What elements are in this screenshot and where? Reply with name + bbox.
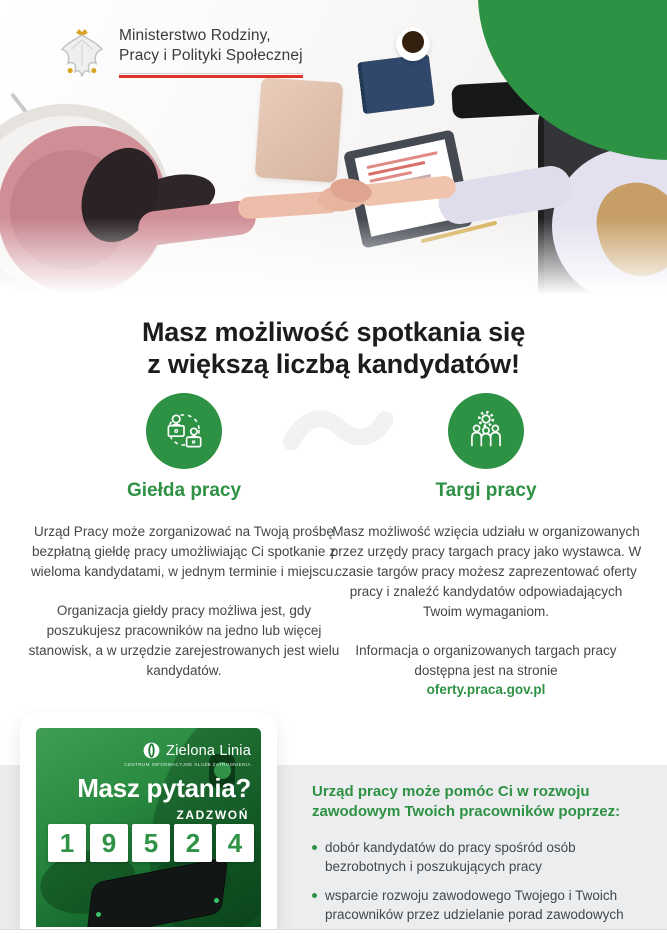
two-people-laptops-network-icon — [159, 406, 209, 456]
gielda-pracy-icon-circle — [146, 393, 222, 469]
targi-pracy-title: Targi pracy — [435, 480, 537, 501]
zielona-linia-brand — [124, 741, 251, 767]
coffee — [402, 31, 424, 53]
gielda-pracy-paragraph-2: Organizacja giełdy pracy możliwa jest, gdy poszukujesz pracowników na jedno lub więcej stanowisk, a w urzędzie zarejestrowanych jest wielu kandydatów. — [28, 602, 340, 678]
bullet-text: dobór kandydatów do pracy spośród osób bezrobotnych i poszukujących pracy — [325, 839, 576, 874]
phone-led — [96, 912, 101, 917]
bullet-text: wsparcie rozwoju zawodowego Twojego i Twoich pracowników przez udzielanie porad zawodowych — [325, 887, 624, 922]
ministry-logo — [58, 26, 303, 80]
ministry-name-line2: Pracy i Polityki Społecznej — [119, 46, 303, 64]
oferty-praca-gov-pl-link[interactable]: oferty.praca.gov.pl — [426, 681, 546, 697]
bullet-dot-icon — [312, 893, 317, 898]
list-item — [312, 886, 646, 924]
targi-pracy-icon-circle — [448, 393, 524, 469]
photo-fade — [0, 218, 667, 305]
footer-heading: Urząd pracy może pomóc Ci w rozwoju zawodowym Twoich pracowników poprzez: — [312, 783, 621, 821]
phone-digit: 9 — [90, 824, 128, 862]
notebook — [357, 54, 435, 114]
double-crescent-ring-icon — [142, 741, 161, 760]
phone-digit: 5 — [132, 824, 170, 862]
zielona-linia-name: Zielona Linia — [166, 742, 251, 759]
ministry-name-line1: Ministerstwo Rodziny, — [119, 27, 271, 44]
footer-bullet-list — [312, 838, 646, 925]
zielona-linia-tagline: CENTRUM INFORMACYJNE SŁUŻB ZATRUDNIENIA — [124, 762, 251, 767]
section-gielda-pracy — [28, 393, 340, 681]
targi-pracy-paragraph-1: Masz możliwość wzięcia udziału w organizowanych przez urzędy pracy targach pracy jako wystawca. W czasie targów pracy możesz zaprezentować oferty pracy i znaleźć kandydatów odpowiadających Twoim wymaganiom. — [330, 524, 642, 619]
zielona-linia-card — [20, 712, 277, 929]
logo-divider-gray — [119, 73, 303, 74]
section-targi-pracy — [330, 393, 642, 697]
phone-led — [214, 898, 219, 903]
bullet-dot-icon — [312, 845, 317, 850]
targi-pracy-paragraph-2: Informacja o organizowanych targach pracy dostępna jest na stronie — [355, 642, 617, 678]
laptop — [255, 77, 344, 182]
hotline-phone-number — [48, 824, 254, 862]
page-title-line1: Masz możliwość spotkania się — [141, 317, 526, 347]
people-group-gear-icon — [461, 406, 511, 456]
footer-info — [312, 782, 646, 934]
page-title-line2: z większą liczbą kandydatów! — [147, 349, 520, 380]
phone-digit: 4 — [216, 824, 254, 862]
gielda-pracy-title: Giełda pracy — [126, 480, 242, 501]
logo-divider-red — [119, 75, 303, 78]
phone-digit: 2 — [174, 824, 212, 862]
page-bottom-edge — [0, 929, 667, 934]
zielona-linia-photo — [36, 728, 261, 927]
hotline-call-label: ZADZWOŃ — [176, 808, 249, 822]
ministry-name — [119, 26, 303, 78]
phone-digit: 1 — [48, 824, 86, 862]
page-title — [0, 316, 667, 381]
gielda-pracy-paragraph-1: Urząd Pracy może zorganizować na Twoją prośbę bezpłatną giełdę pracy umożliwiając Ci spotkanie z wieloma kandydatami, w jednym terminie i miejscu. — [30, 524, 338, 579]
list-item — [312, 838, 646, 876]
hotline-question: Masz pytania? — [77, 773, 251, 803]
polish-eagle-icon — [58, 28, 106, 80]
